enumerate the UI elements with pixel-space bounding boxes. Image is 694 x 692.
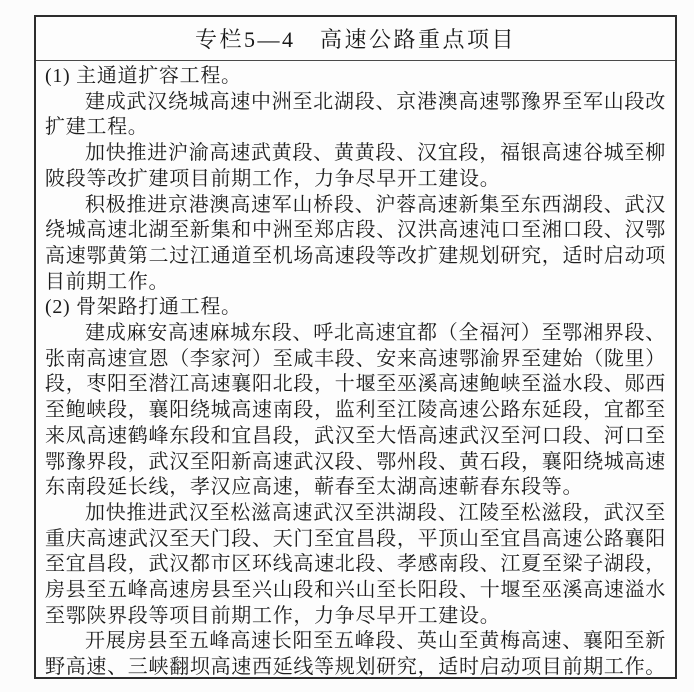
- panel-body: [36, 61, 675, 681]
- paragraph: 加快推进武汉至松滋高速武汉至洪湖段、江陵至松滋段，武汉至重庆高速武汉至天门段、天门至宜昌段，平顶山至宜昌高速公路襄阳至宜昌段，武汉都市区环线高速北段、孝感南段、江夏至梁子湖段，房县至五峰高速房县至兴山段和兴山至长阳段、十堰至巫溪高速溢水至鄂陕界段等项目前期工作，力争尽早开工建设。: [45, 501, 666, 627]
- paragraph: 加快推进沪渝高速武黄段、黄黄段、汉宜段，福银高速谷城至柳陂段等改扩建项目前期工作，力争尽早开工建设。: [45, 142, 666, 190]
- paragraph: 开展房县至五峰高速长阳至五峰段、英山至黄梅高速、襄阳至新野高速、三峡翻坝高速西延线等规划研究，适时启动项目前期工作。: [45, 630, 666, 679]
- paragraph: 建成武汉绕城高速中洲至北湖段、京港澳高速鄂豫界至军山段改扩建工程。: [45, 90, 666, 139]
- panel-title: 专栏5—4 高速公路重点项目: [36, 17, 675, 61]
- section-heading: (2) 骨架路打通工程。: [45, 296, 242, 319]
- paragraph: 建成麻安高速麻城东段、呼北高速宜都（全福河）至鄂湘界段、张南高速宣恩（李家河）至咸丰段、安来高速鄂渝界至建始（陇里）段，枣阳至潜江高速襄阳北段，十堰至巫溪高速鲍峡至溢水段、郧西至鲍峡段，襄阳绕城高速南段，监利至江陵高速公路东延段，宜都至来凤高速鹤峰东段和宜昌段，武汉至大悟高速武汉至河口段、河口至鄂豫界段，武汉至阳新高速武汉段、鄂州段、黄石段，襄阳绕城高速东南段延长线，孝汉应高速，蕲春至太湖高速蕲春东段等。: [45, 322, 666, 499]
- paragraph: 积极推进京港澳高速军山桥段、沪蓉高速新集至东西湖段、武汉绕城高速北湖至新集和中洲至郑店段、汉洪高速沌口至湘口段、汉鄂高速鄂黄第二过江通道至机场高速段等改扩建规划研究，适时启动项目前期工作。: [45, 193, 666, 293]
- section-heading: (1) 主通道扩容工程。: [45, 65, 242, 87]
- column-box-panel: [34, 15, 677, 679]
